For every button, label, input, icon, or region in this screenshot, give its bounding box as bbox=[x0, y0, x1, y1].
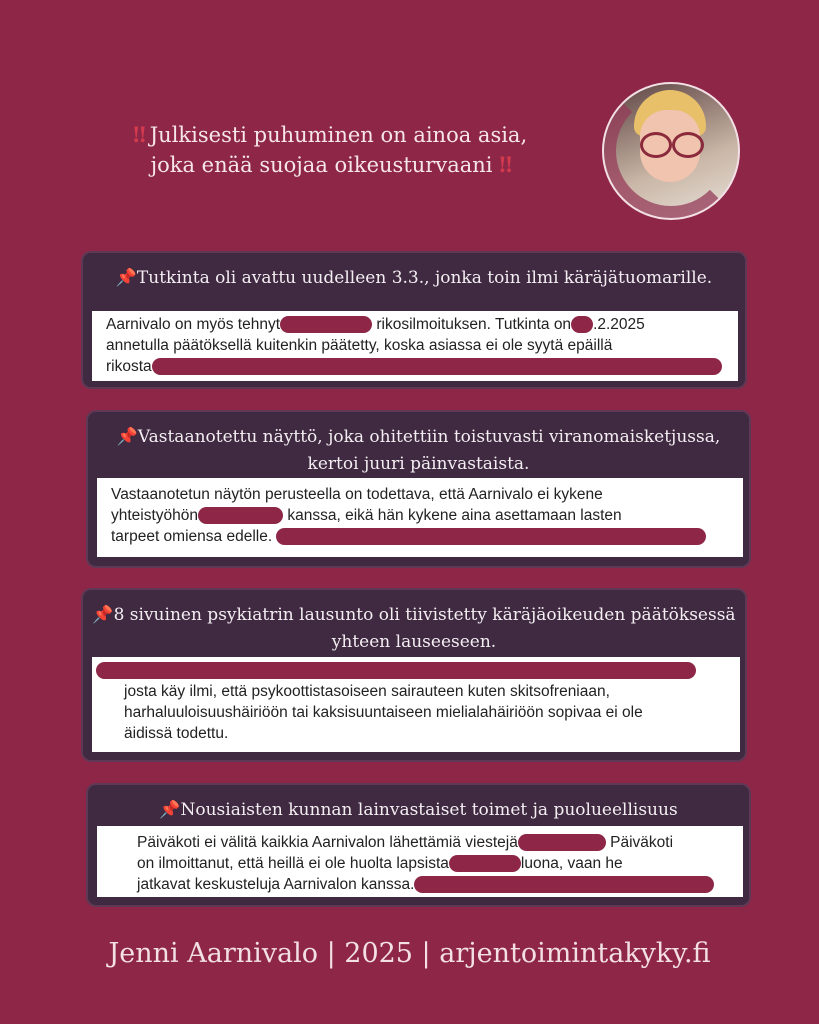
card-psychiatrist bbox=[83, 590, 745, 760]
headline bbox=[110, 120, 550, 180]
document-excerpt: Päiväkoti ei välitä kaikkia Aarnivalon lähettämiä viestejä Päiväkoti on ilmoittanut, että heillä ei ole huolta lapsista luona, vaan he jatkavat keskusteluja Aarnivalon kanssa. bbox=[97, 826, 743, 897]
card-header: 📌8 sivuinen psykiatrin lausunto oli tiivistetty käräjäoikeuden päätöksessä bbox=[92, 605, 736, 625]
footer: Jenni Aarnivalo | 2025 | arjentoimintakyky.fi bbox=[108, 938, 711, 969]
card-header: 📌Nousiaisten kunnan lainvastaiset toimet ja puolueellisuus bbox=[159, 800, 678, 820]
card-investigation bbox=[83, 253, 745, 387]
card-header-line2: kertoi juuri päinvastaista. bbox=[307, 454, 530, 474]
card-header: 📌Vastaanotettu näyttö, joka ohitettiin toistuvasti viranomaisketjussa, bbox=[116, 427, 721, 447]
card-header-line2: yhteen lauseeseen. bbox=[331, 632, 497, 652]
exclamation-icon: ‼ bbox=[499, 152, 510, 177]
document-excerpt: josta käy ilmi, että psykoottistasoiseen sairauteen kuten skitsofreniaan, harhaluuloisuushäiriöön tai kaksisuuntaiseen mielialahäiriöön sopivaa ei ole äidissä todettu. bbox=[92, 657, 740, 752]
card-evidence bbox=[88, 412, 749, 566]
card-header: 📌Tutkinta oli avattu uudelleen 3.3., jonka toin ilmi käräjätuomarille. bbox=[115, 268, 713, 288]
document-excerpt: Vastaanotetun näytön perusteella on todettava, että Aarnivalo ei kykene yhteistyöhön kanssa, eikä hän kykene aina asettamaan lasten tarpeet omiensa edelle. bbox=[97, 478, 743, 557]
headline-line1: Julkisesti puhuminen on ainoa asia, bbox=[149, 123, 528, 147]
card-municipality bbox=[88, 785, 749, 905]
exclamation-icon: ‼ bbox=[132, 122, 144, 147]
avatar bbox=[602, 82, 740, 220]
headline-line2: joka enää suojaa oikeusturvaani bbox=[150, 153, 493, 177]
document-excerpt: Aarnivalo on myös tehnyt rikosilmoituksen. Tutkinta on .2.2025 annetulla päätöksellä kuitenkin päätetty, koska asiassa ei ole syytä epäillä rikosta bbox=[92, 311, 738, 381]
